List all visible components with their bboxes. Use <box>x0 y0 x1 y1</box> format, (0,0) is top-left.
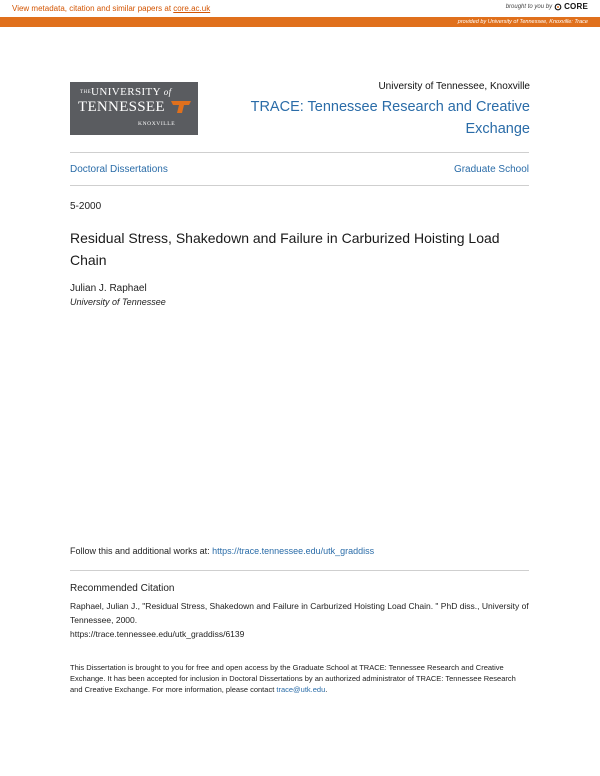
metadata-notice <box>12 4 210 13</box>
logo-university-word: UNIVERSITY <box>91 86 161 98</box>
logo-tennessee: TENNESSEE <box>78 99 165 115</box>
breadcrumb-graduate-school[interactable]: Graduate School <box>453 164 529 175</box>
follow-text: Follow this and additional works at: <box>70 546 213 556</box>
core-banner <box>0 0 600 18</box>
core-brand[interactable] <box>506 2 588 11</box>
license-end: . <box>325 685 328 694</box>
logo-the: THE <box>80 90 92 95</box>
core-logo-icon <box>554 3 562 11</box>
author-affiliation: University of Tennessee <box>70 297 166 307</box>
publication-date: 5-2000 <box>70 201 102 212</box>
breadcrumb-doctoral-dissertations[interactable]: Doctoral Dissertations <box>70 164 168 175</box>
document-title: Residual Stress, Shakedown and Failure in Carburized Hoisting Load Chain <box>70 230 500 268</box>
institution-name: University of Tennessee, Knoxville <box>378 81 530 92</box>
core-link[interactable]: core.ac.uk <box>173 4 211 13</box>
logo-knoxville: KNOXVILLE <box>138 121 176 127</box>
license-text: This Dissertation is brought to you for free and open access by the Graduate School at TRACE: Tennessee Research and Creative Exchange. It has been accepted for inclusion in Doctoral Dissertations by an authorized administrator of TRACE: Tennessee Research and Creative Exchange. For more information, please contact <box>70 663 516 694</box>
divider <box>70 152 529 153</box>
brought-by-text: brought to you by <box>505 3 553 10</box>
logo-of: of <box>163 87 172 97</box>
follow-link[interactable]: https://trace.tennessee.edu/utk_graddiss <box>212 546 375 556</box>
provided-by-text: provided by University of Tennessee, Knoxville: Trace <box>457 18 588 25</box>
core-label: CORE <box>564 2 588 11</box>
recommended-citation-heading: Recommended Citation <box>70 583 175 594</box>
repository-link[interactable]: TRACE: Tennessee Research and Creative Exchange <box>250 99 530 137</box>
citation-block <box>70 599 530 641</box>
provider-bar <box>0 17 600 27</box>
logo-university <box>91 86 172 98</box>
divider <box>70 185 529 186</box>
follow-line <box>70 546 374 556</box>
citation-url: https://trace.tennessee.edu/utk_graddiss/6139 <box>70 629 245 639</box>
utk-logo <box>70 82 198 135</box>
divider <box>70 570 529 571</box>
license-statement <box>70 662 530 695</box>
metadata-text: View metadata, citation and similar papers at <box>12 4 174 13</box>
contact-email-link[interactable]: trace@utk.edu <box>276 685 326 694</box>
citation-text: Raphael, Julian J., "Residual Stress, Shakedown and Failure in Carburized Hoisting Load Chain. " PhD diss., University of Tennessee, 2000. <box>70 601 529 625</box>
power-t-icon <box>170 100 192 114</box>
author-name: Julian J. Raphael <box>70 283 147 294</box>
